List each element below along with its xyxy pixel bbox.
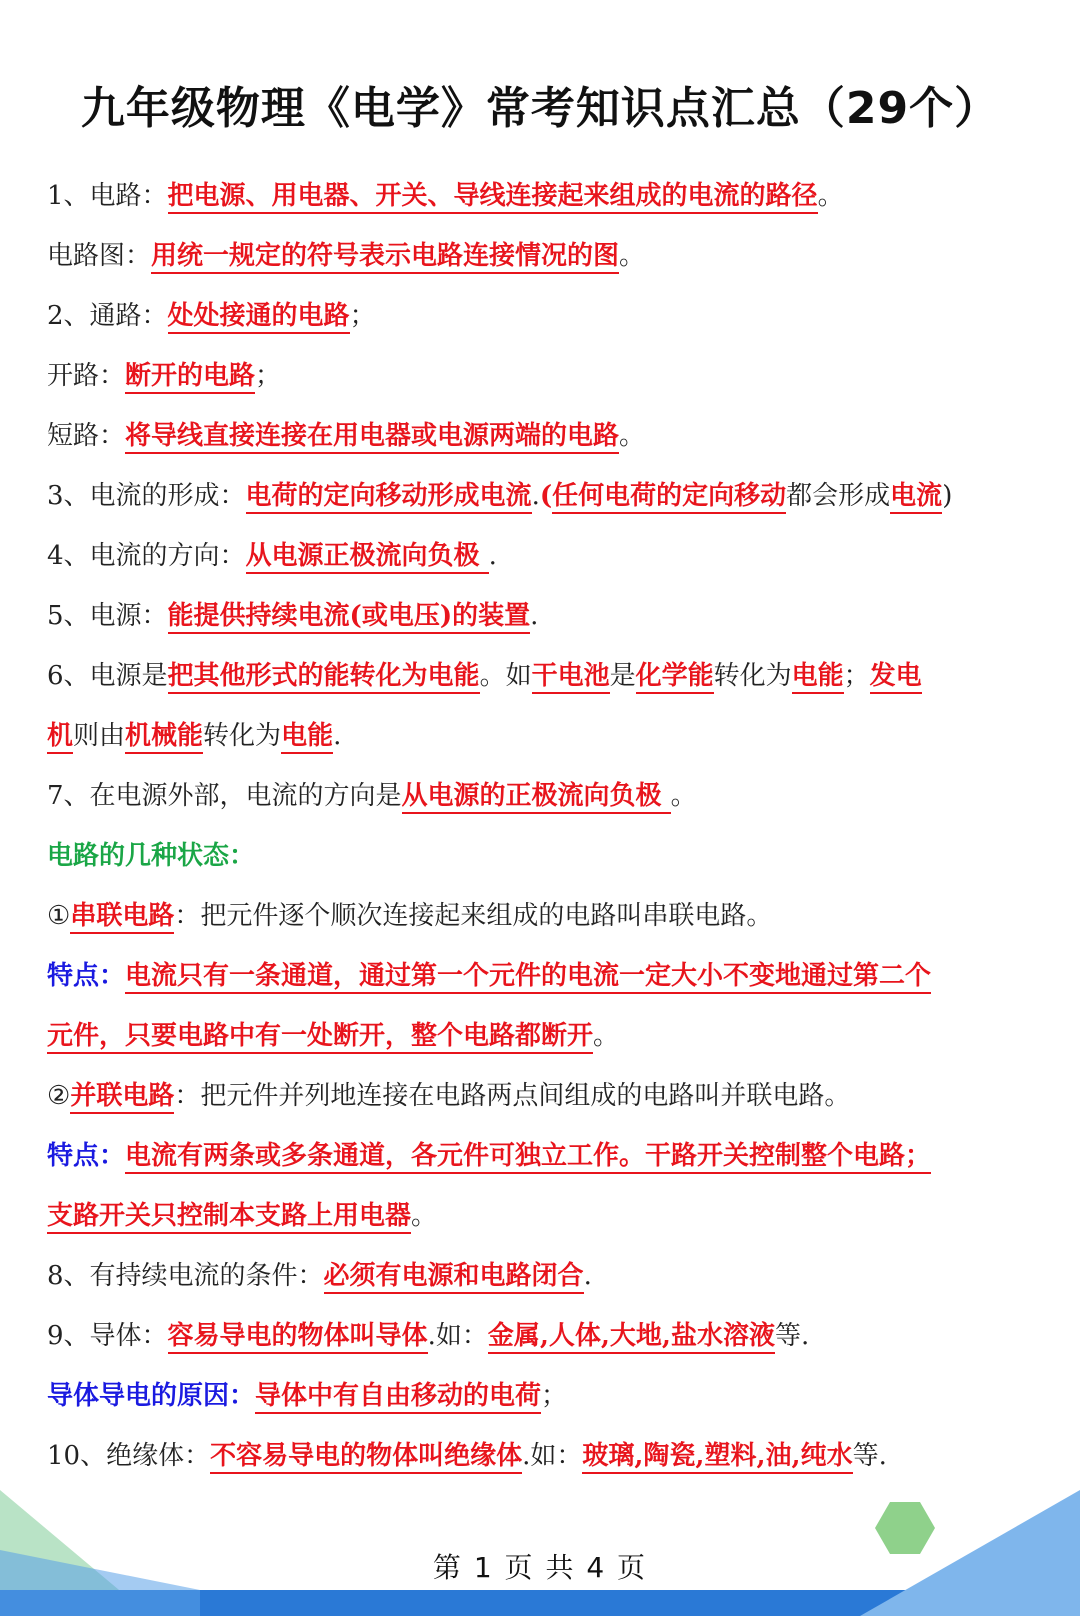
key-answer-text: 发电 [870,661,922,694]
content-line [47,826,1047,886]
key-answer-text: 干电池 [532,661,610,694]
plain-text: 开路： [47,361,126,391]
plain-text: ) [942,481,953,511]
blue-label: 特点： [47,1141,126,1171]
plain-text: 转化为 [713,661,792,691]
content-line [47,766,1047,826]
plain-text: ； [541,1381,568,1411]
content-line [47,706,1047,766]
plain-text: 2、通路： [47,301,168,331]
key-answer-text: 元件，只要电路中有一处断开，整个电路都断开 [47,1021,593,1054]
key-answer-text: 用统一规定的符号表示电路连接情况的图 [151,241,619,274]
key-answer-text: 任何电荷的定向移动 [552,481,786,514]
key-answer-text: 支路开关只控制本支路上用电器 [47,1201,411,1234]
key-answer-text: 机械能 [125,721,203,754]
content-line [47,1246,1047,1306]
section-heading: 电路的几种状态： [47,841,256,871]
plain-text: ； [255,361,282,391]
plain-text: . [488,541,497,571]
key-answer-text: 电荷的定向移动形成电流 [246,481,532,514]
plain-text: 3、电流的形成： [47,481,246,511]
plain-text: 转化为 [203,721,282,751]
plain-text: 短路： [47,421,126,451]
key-answer-text: 将导线直接连接在用电器或电源两端的电路 [125,421,619,454]
content-line [47,526,1047,586]
key-answer-text: 从电源的正极流向负极 [402,781,671,814]
content-line [47,1306,1047,1366]
content-line [47,1006,1047,1066]
key-answer-text: 玻璃,陶瓷,塑料,油,纯水 [582,1441,852,1474]
key-answer-text: 机 [47,721,73,754]
blue-label: 导体导电的原因： [47,1381,256,1411]
plain-text: 则由 [73,721,126,751]
content-line [47,346,1047,406]
plain-text: ② [47,1081,71,1111]
plain-text: 等. [852,1441,887,1471]
plain-text: 。 [411,1201,438,1231]
content-line [47,586,1047,646]
key-answer-text: 化学能 [636,661,714,694]
content-line [47,1426,1047,1486]
content-line [47,886,1047,946]
key-answer-text: 能提供持续电流(或电压)的装置 [168,601,531,634]
key-answer-text: 不容易导电的物体叫绝缘体 [210,1441,522,1474]
content-line [47,646,1047,706]
plain-text: 。 [593,1021,620,1051]
key-answer-text: 电流有两条或多条通道，各元件可独立工作。干路开关控制整个电路； [125,1141,931,1174]
content-line [47,406,1047,466]
plain-text: 6、电源是 [47,661,168,691]
content-line [47,946,1047,1006]
page-title: 九年级物理《电学》常考知识点汇总（29个） [80,83,1000,134]
key-answer-text: 必须有电源和电路闭合 [324,1261,584,1294]
plain-text: 10、绝缘体： [47,1441,211,1471]
plain-text: 。 [670,781,697,811]
plain-text: . [531,481,540,511]
content-line [47,226,1047,286]
plain-text: 。 [817,181,844,211]
plain-text: ； [349,301,376,331]
page-number: 第 1 页 共 4 页 [432,1551,648,1584]
key-answer-text: 电能 [792,661,844,694]
plain-text: 7、在电源外部，电流的方向是 [47,781,402,811]
plain-text: ① [47,901,71,931]
plain-text: 电路图： [47,241,152,271]
plain-text: 是 [609,661,636,691]
plain-text: 。如 [479,661,532,691]
content-line [47,1066,1047,1126]
plain-text: ； [843,661,870,691]
key-answer-text: 电能 [281,721,333,754]
plain-text: 等. [774,1321,810,1351]
plain-text: .如： [427,1321,488,1351]
key-answer-text: 电流 [890,481,942,514]
plain-text: 9、导体： [47,1321,168,1351]
plain-text: . [333,721,342,751]
plain-text: 都会形成 [786,481,891,511]
plain-text: 4、电流的方向： [47,541,246,571]
blue-label: 特点： [47,961,126,991]
key-answer-text: 导体中有自由移动的电荷 [255,1381,541,1414]
content-line [47,1186,1047,1246]
plain-text: .如： [522,1441,583,1471]
plain-text: 。 [619,241,646,271]
plain-text: 8、有持续电流的条件： [47,1261,324,1291]
key-answer-text: 并联电路 [70,1081,174,1114]
key-punct-text: ( [539,481,553,511]
plain-text: ：把元件并列地连接在电路两点间组成的电路叫并联电路。 [174,1081,851,1111]
key-answer-text: 电流只有一条通道，通过第一个元件的电流一定大小不变地通过第二个 [125,961,931,994]
plain-text: 。 [619,421,646,451]
content-line [47,466,1047,526]
content-line [47,166,1047,226]
content-line [47,286,1047,346]
content-line [47,1366,1047,1426]
key-answer-text: 从电源正极流向负极 [246,541,489,574]
plain-text: 1、电路： [47,181,168,211]
key-answer-text: 处处接通的电路 [168,301,350,334]
plain-text: ：把元件逐个顺次连接起来组成的电路叫串联电路。 [174,901,773,931]
plain-text: . [530,601,539,631]
key-answer-text: 把电源、用电器、开关、导线连接起来组成的电流的路径 [168,181,818,214]
plain-text: . [583,1261,592,1291]
knowledge-list [47,166,1047,1486]
key-answer-text: 容易导电的物体叫导体 [168,1321,428,1354]
content-line [47,1126,1047,1186]
key-answer-text: 把其他形式的能转化为电能 [168,661,480,694]
key-answer-text: 断开的电路 [125,361,255,394]
plain-text: 5、电源： [47,601,168,631]
key-answer-text: 串联电路 [70,901,174,934]
key-answer-text: 金属,人体,大地,盐水溶液 [488,1321,775,1354]
